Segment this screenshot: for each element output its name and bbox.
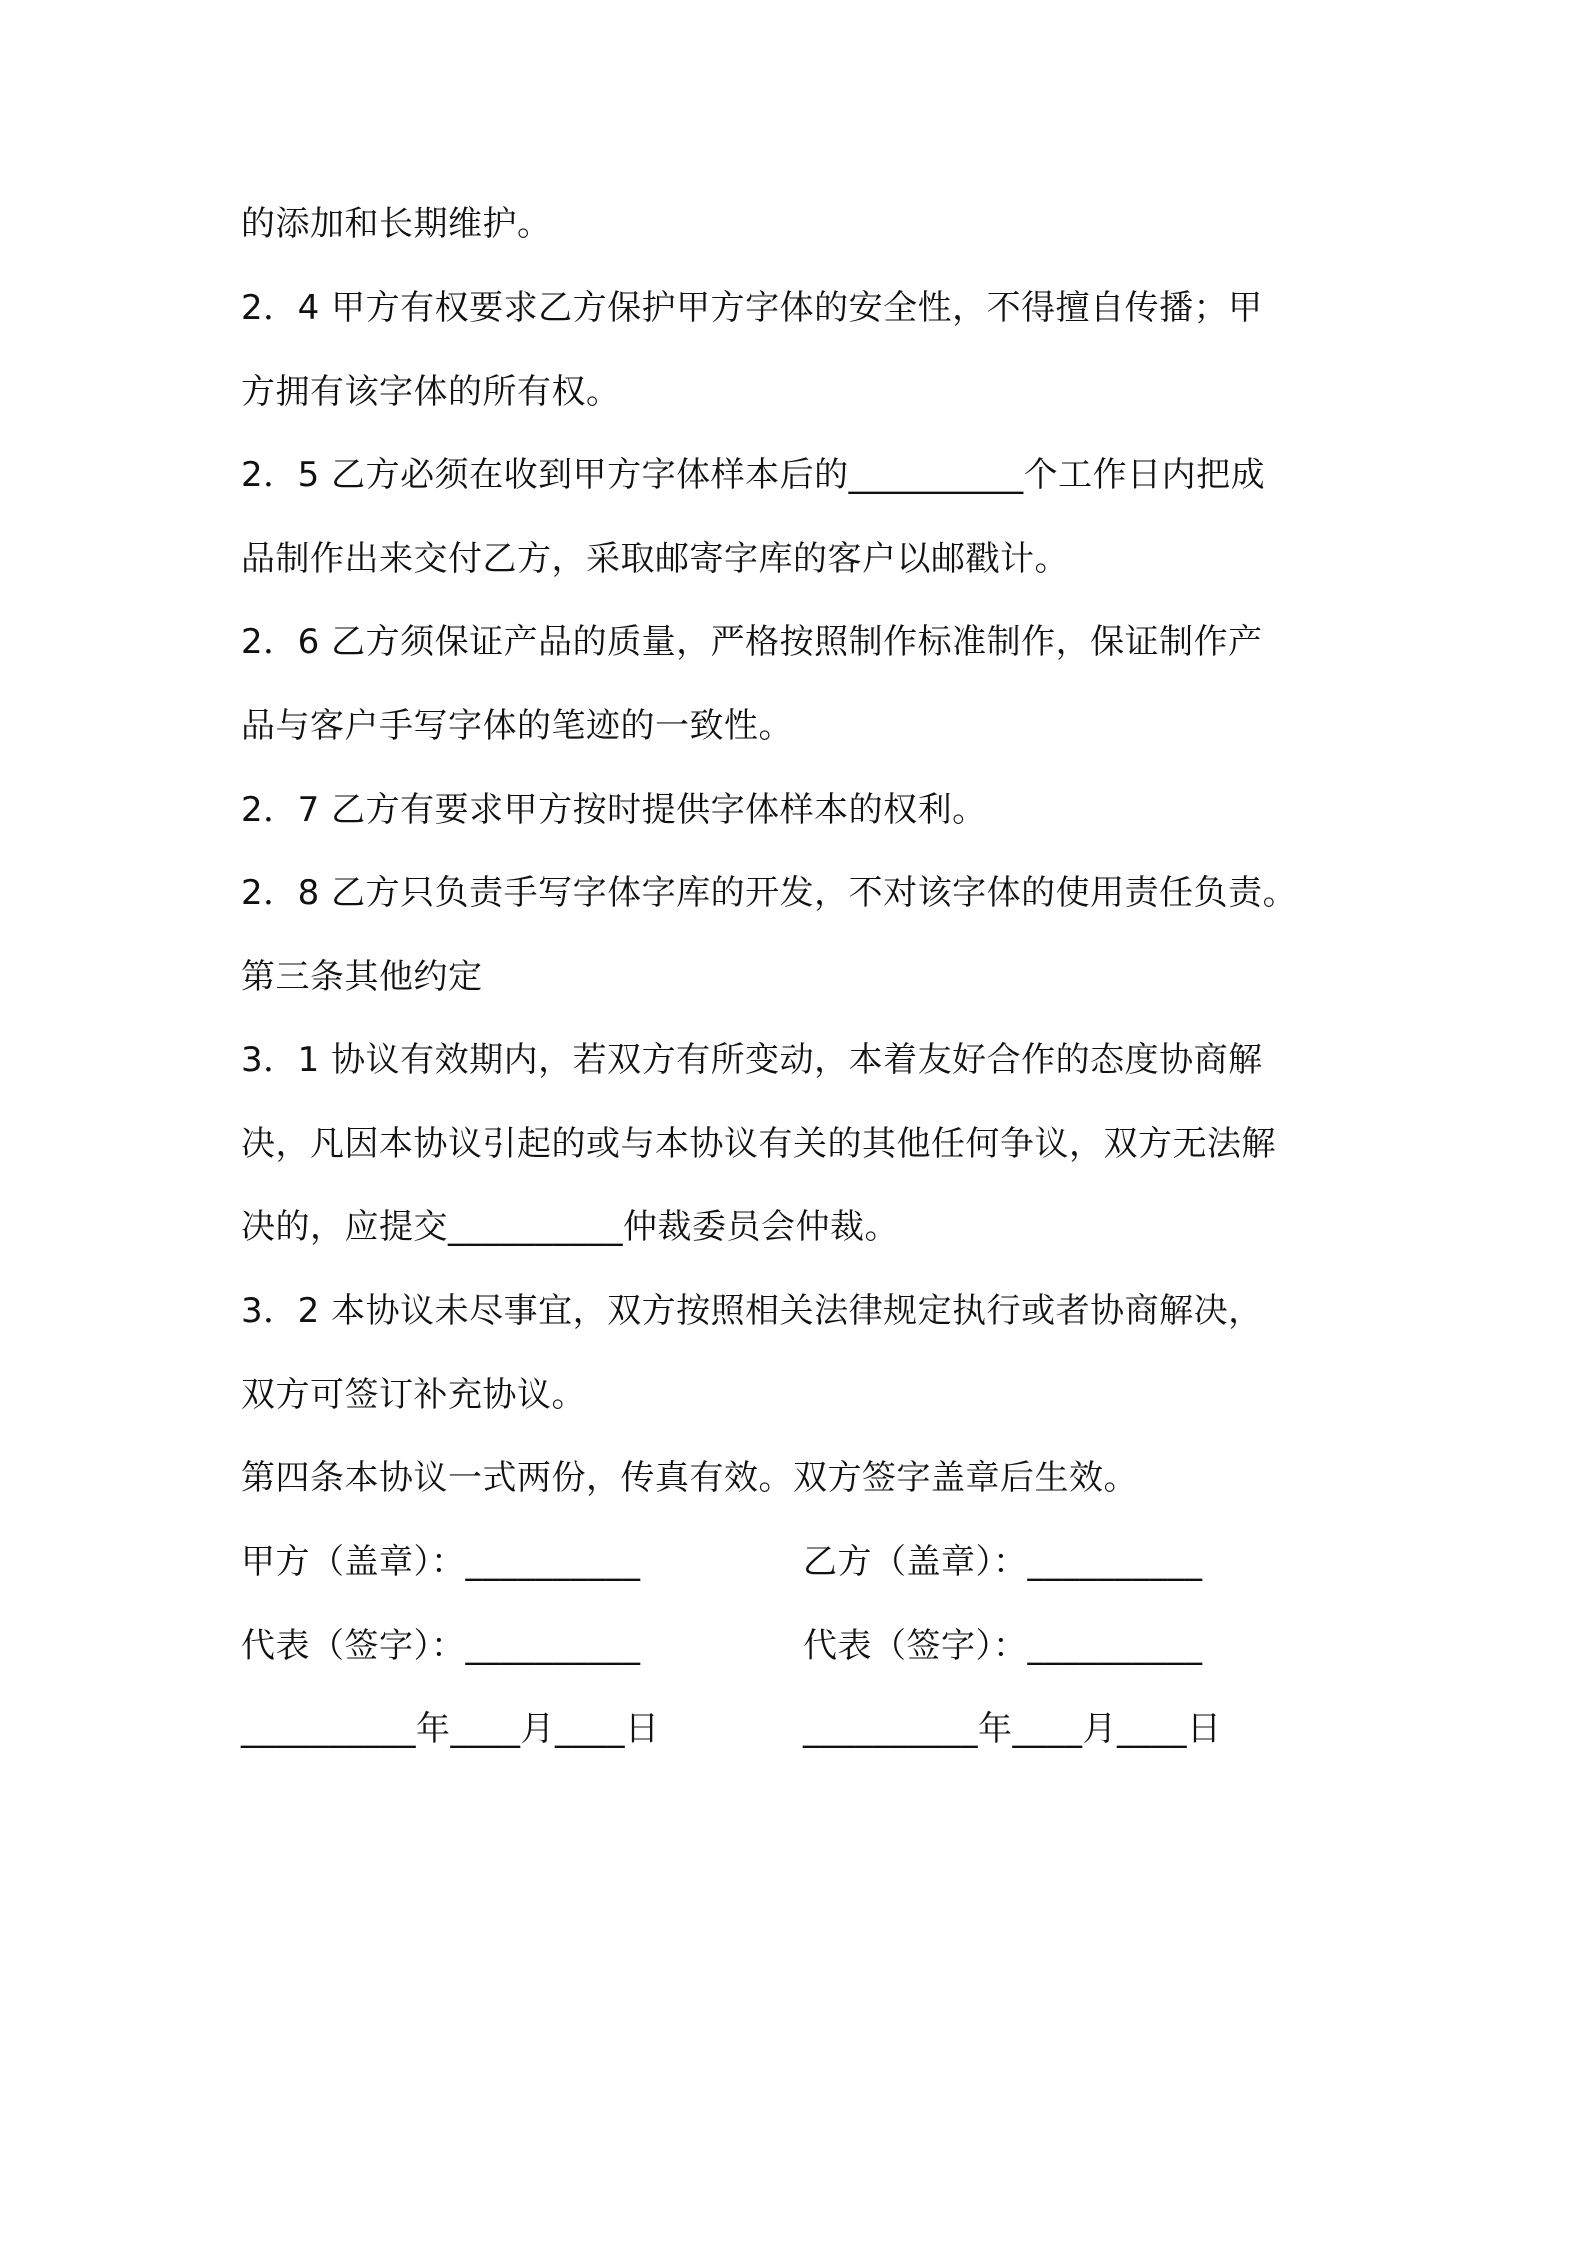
paragraph-line: 方拥有该字体的所有权。: [241, 372, 621, 412]
paragraph-line: 品制作出来交付乙方，采取邮寄字库的客户以邮戳计。: [241, 539, 1069, 579]
paragraph-line: 3．2 本协议未尽事宜，双方按照相关法律规定执行或者协商解决，: [241, 1291, 1263, 1331]
party-b-seal-line: 乙方（盖章）：__________: [803, 1542, 1203, 1582]
party-b-date-line: __________年____月____日: [803, 1709, 1222, 1749]
paragraph-line: 2．4 甲方有权要求乙方保护甲方字体的安全性，不得擅自传播；甲: [241, 288, 1263, 328]
paragraph-line: 双方可签订补充协议。: [241, 1375, 586, 1415]
paragraph-line: 3．1 协议有效期内，若双方有所变动，本着友好合作的态度协商解: [241, 1040, 1263, 1080]
paragraph-line: 的添加和长期维护。: [241, 204, 552, 244]
party-a-date-line: __________年____月____日: [241, 1709, 660, 1749]
paragraph-line: 决，凡因本协议引起的或与本协议有关的其他任何争议，双方无法解: [241, 1124, 1276, 1164]
paragraph-line: 2．6 乙方须保证产品的质量，严格按照制作标准制作，保证制作产: [241, 622, 1263, 662]
paragraph-line: 决的，应提交__________仲裁委员会仲裁。: [241, 1207, 899, 1247]
paragraph-line: 2．8 乙方只负责手写字体字库的开发，不对该字体的使用责任负责。: [241, 873, 1298, 913]
party-a-seal-line: 甲方（盖章）：__________: [241, 1542, 641, 1582]
paragraph-line: 品与客户手写字体的笔迹的一致性。: [241, 706, 793, 746]
paragraph-line: 2．7 乙方有要求甲方按时提供字体样本的权利。: [241, 790, 987, 830]
party-a-rep-line: 代表（签字）：__________: [241, 1626, 641, 1666]
paragraph-line: 2．5 乙方必须在收到甲方字体样本后的__________个工作日内把成: [241, 455, 1266, 495]
party-b-rep-line: 代表（签字）：__________: [803, 1626, 1203, 1666]
section-heading: 第四条本协议一式两份，传真有效。双方签字盖章后生效。: [241, 1458, 1138, 1498]
section-heading: 第三条其他约定: [241, 957, 483, 997]
